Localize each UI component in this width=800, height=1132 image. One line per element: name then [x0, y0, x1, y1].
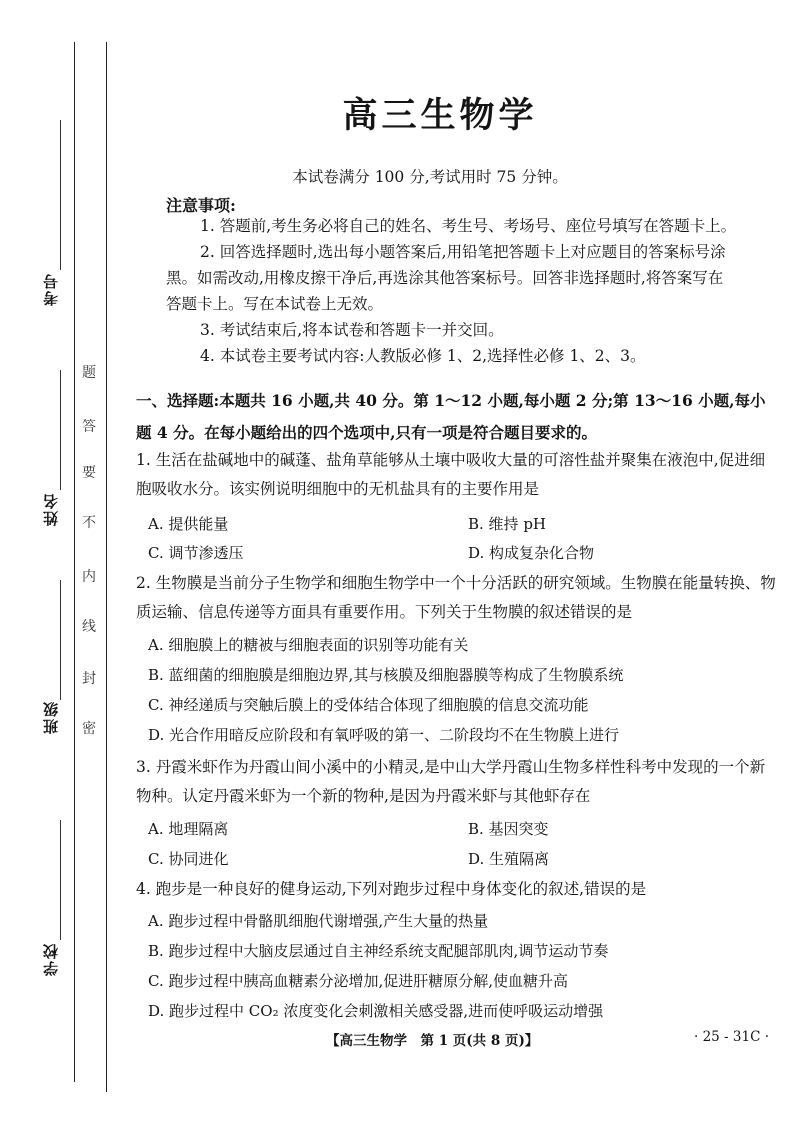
examinee-number-label: 考号: [42, 272, 60, 306]
question-2-option-d: D. 光合作用暗反应阶段和有氧呼吸的第一、二阶段均不在生物膜上进行: [148, 726, 620, 744]
question-3-stem: 3. 丹霞米虾作为丹霞山间小溪中的小精灵,是中山大学丹霞山生物多样性科考中发现的一个新物种。认定丹霞米虾为一个新的物种,是因为丹霞米虾与其他虾存在: [136, 758, 766, 805]
margin-rule-inner: [106, 42, 107, 1092]
paper-code: · 25 - 31C ·: [694, 1029, 769, 1045]
school-label: 学校: [42, 942, 60, 976]
question-4-stem: 4. 跑步是一种良好的健身运动,下列对跑步过程中身体变化的叙述,错误的是: [136, 880, 647, 898]
question-1-option-c: C. 调节渗透压: [148, 544, 244, 562]
examinee-number-line: [60, 120, 61, 270]
question-4-option-b: B. 跑步过程中大脑皮层通过自主神经系统支配腿部肌肉,调节运动节奏: [148, 942, 609, 960]
note-line: 1. 答题前,考生务必将自己的姓名、考生号、考场号、座位号填写在答题卡上。: [200, 217, 737, 235]
question-4-option-a: A. 跑步过程中骨骼肌细胞代谢增强,产生大量的热量: [148, 912, 489, 930]
notes-heading: 注意事项:: [166, 196, 236, 215]
question-2-option-a: A. 细胞膜上的糖被与细胞表面的识别等功能有关: [148, 636, 469, 654]
name-label: 姓名: [42, 492, 60, 526]
note-line: 答题卡上。写在本试卷上无效。: [166, 295, 384, 313]
question-4-option-c: C. 跑步过程中胰高血糖素分泌增加,促进肝糖原分解,使血糖升高: [148, 972, 569, 990]
question-2-option-c: C. 神经递质与突触后膜上的受体结合体现了细胞膜的信息交流功能: [148, 696, 589, 714]
seal-char: 内: [82, 569, 96, 585]
question-2-option-b: B. 蓝细菌的细胞膜是细胞边界,其与核膜及细胞器膜等构成了生物膜系统: [148, 666, 624, 684]
exam-title: 高三生物学: [342, 95, 538, 136]
page-footer: 【高三生物学 第 1 页(共 8 页)】: [326, 1033, 539, 1049]
question-3-option-a: A. 地理隔离: [148, 820, 229, 838]
question-1-stem: 1. 生活在盐碱地中的碱蓬、盐角草能够从土壤中吸收大量的可溶性盐并聚集在液泡中,促进细胞吸收水分。该实例说明细胞中的无机盐具有的主要作用是: [136, 451, 766, 498]
note-line: 4. 本试卷主要考试内容:人教版必修 1、2,选择性必修 1、2、3。: [200, 347, 646, 365]
school-line: [60, 820, 61, 940]
margin-rule-outer: [74, 42, 75, 1082]
note-line: 黑。如需改动,用橡皮擦干净后,再选涂其他答案标号。回答非选择题时,将答案写在: [166, 269, 724, 287]
seal-char: 答: [82, 419, 96, 435]
question-3-option-b: B. 基因突变: [468, 820, 549, 838]
name-line: [60, 370, 61, 490]
note-line: 2. 回答选择题时,选出每小题答案后,用铅笔把答题卡上对应题目的答案标号涂: [200, 243, 726, 261]
question-1-option-a: A. 提供能量: [148, 515, 229, 533]
question-1-option-d: D. 构成复杂化合物: [468, 544, 595, 562]
class-line: [60, 580, 61, 700]
seal-char: 题: [82, 365, 96, 381]
section-heading: 一、选择题:本题共 16 小题,共 40 分。第 1～12 小题,每小题 2 分;第 13～16 小题,每小题 4 分。在每小题给出的四个选项中,只有一项是符合题目要求的。: [136, 391, 766, 442]
question-1-option-b: B. 维持 pH: [468, 515, 547, 533]
seal-char: 密: [82, 721, 96, 737]
seal-char: 线: [82, 619, 96, 635]
note-line: 3. 考试结束后,将本试卷和答题卡一并交回。: [200, 321, 504, 339]
seal-char: 封: [82, 671, 96, 687]
question-2-stem: 2. 生物膜是当前分子生物学和细胞生物学中一个十分活跃的研究领域。生物膜在能量转换、物质运输、信息传递等方面具有重要作用。下列关于生物膜的叙述错误的是: [136, 574, 776, 621]
question-3-option-d: D. 生殖隔离: [468, 850, 550, 868]
seal-char: 要: [82, 465, 96, 481]
question-4-option-d: D. 跑步过程中 CO₂ 浓度变化会刺激相关感受器,进而使呼吸运动增强: [148, 1002, 604, 1020]
seal-char: 不: [82, 515, 96, 531]
exam-subtitle: 本试卷满分 100 分,考试用时 75 分钟。: [292, 168, 568, 186]
question-3-option-c: C. 协同进化: [148, 850, 229, 868]
class-label: 班级: [42, 700, 60, 734]
